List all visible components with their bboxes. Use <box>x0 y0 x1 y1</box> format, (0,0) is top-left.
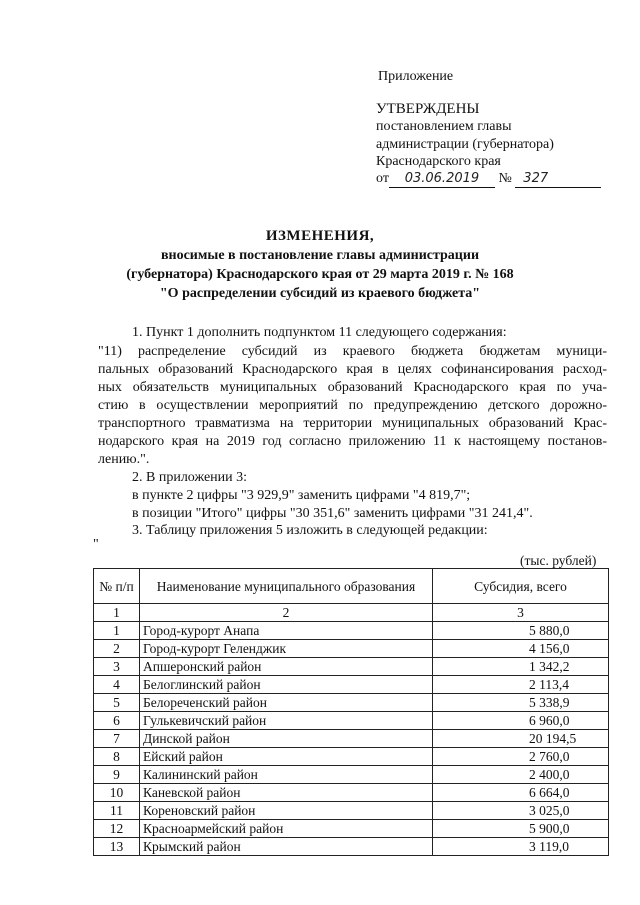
row-value: 5 900,0 <box>433 820 609 838</box>
row-num: 9 <box>94 766 140 784</box>
handwritten-number: 327 <box>515 170 601 188</box>
appendix-label: Приложение <box>378 69 454 84</box>
row-name: Город-курорт Геленджик <box>140 640 433 658</box>
row-value: 3 025,0 <box>433 802 609 820</box>
approved-label: УТВЕРЖДЕНЫ <box>376 101 480 117</box>
paragraph-2-line-1: "11) распределение субсидий из краевого бюджета бюджетам муници- <box>98 344 607 359</box>
row-num: 12 <box>94 820 140 838</box>
row-name: Гулькевичский район <box>140 712 433 730</box>
handwritten-date: 03.06.2019 <box>389 170 495 188</box>
paragraph-2-line-6: нодарского края на 2019 год согласно приложению 11 к настоящему постанов- <box>98 434 607 449</box>
paragraph-6: 3. Таблицу приложения 5 изложить в следующей редакции: <box>132 523 488 538</box>
row-value: 2 400,0 <box>433 766 609 784</box>
row-name: Кореновский район <box>140 802 433 820</box>
row-num: 5 <box>94 694 140 712</box>
row-num: 6 <box>94 712 140 730</box>
row-value: 6 960,0 <box>433 712 609 730</box>
row-num: 1 <box>94 622 140 640</box>
row-value: 5 338,9 <box>433 694 609 712</box>
row-num: 10 <box>94 784 140 802</box>
opening-quote: " <box>93 537 99 552</box>
unit-label: (тыс. рублей) <box>520 553 597 568</box>
row-name: Белореченский район <box>140 694 433 712</box>
header-num: № п/п <box>94 569 140 604</box>
row-num: 13 <box>94 838 140 856</box>
approved-line-2: администрации (губернатора) <box>376 137 554 152</box>
paragraph-4: в пункте 2 цифры "3 929,9" заменить цифрами "4 819,7"; <box>132 488 471 503</box>
row-num: 4 <box>94 676 140 694</box>
doc-title: ИЗМЕНЕНИЯ, <box>265 228 375 244</box>
paragraph-2-line-4: стию в осуществлении мероприятий по предупреждению детского дорожно- <box>98 398 607 413</box>
header-value: Субсидия, всего <box>433 569 609 604</box>
row-name: Белоглинский район <box>140 676 433 694</box>
from-label: от <box>376 171 389 186</box>
date-number-line <box>376 170 601 188</box>
row-name: Ейский район <box>140 748 433 766</box>
row-num: 7 <box>94 730 140 748</box>
row-num: 2 <box>94 640 140 658</box>
table-colnum-row <box>94 604 609 622</box>
row-value: 2 113,4 <box>433 676 609 694</box>
row-value: 20 194,5 <box>433 730 609 748</box>
paragraph-2-line-3: ных обязательств муниципальных образований Краснодарского края по уча- <box>98 380 607 395</box>
approved-line-1: постановлением главы <box>376 119 512 134</box>
row-value: 6 664,0 <box>433 784 609 802</box>
row-value: 5 880,0 <box>433 622 609 640</box>
paragraph-2-line-7: лению.". <box>98 452 150 467</box>
row-num: 8 <box>94 748 140 766</box>
paragraph-2-line-5: транспортного травматизма на территории муниципальных образований Крас- <box>98 416 607 431</box>
table-row <box>94 622 609 640</box>
row-value: 1 342,2 <box>433 658 609 676</box>
row-num: 3 <box>94 658 140 676</box>
table-row <box>94 784 609 802</box>
row-num: 11 <box>94 802 140 820</box>
colnum-2: 2 <box>140 604 433 622</box>
doc-subtitle-1: вносимые в постановление главы администрации <box>160 248 480 263</box>
table-row <box>94 838 609 856</box>
paragraph-5: в позиции "Итого" цифры "30 351,6" заменить цифрами "31 241,4". <box>132 506 533 521</box>
table-row <box>94 640 609 658</box>
row-name: Калининский район <box>140 766 433 784</box>
table-row <box>94 676 609 694</box>
paragraph-2-line-2: пальных образований Краснодарского края в целях софинансирования расход- <box>98 362 607 377</box>
row-name: Красноармейский район <box>140 820 433 838</box>
table-row <box>94 820 609 838</box>
paragraph-3: 2. В приложении 3: <box>132 470 248 485</box>
row-value: 4 156,0 <box>433 640 609 658</box>
row-name: Динской район <box>140 730 433 748</box>
table-row <box>94 712 609 730</box>
table-row <box>94 748 609 766</box>
colnum-3: 3 <box>433 604 609 622</box>
table-row <box>94 694 609 712</box>
approved-line-3: Краснодарского края <box>376 154 501 169</box>
table-row <box>94 658 609 676</box>
row-value: 2 760,0 <box>433 748 609 766</box>
table-row <box>94 730 609 748</box>
table-header-row <box>94 569 609 604</box>
subsidy-table <box>93 568 609 856</box>
header-name: Наименование муниципального образования <box>140 569 433 604</box>
table-row <box>94 802 609 820</box>
row-name: Апшеронский район <box>140 658 433 676</box>
colnum-1: 1 <box>94 604 140 622</box>
number-label: № <box>498 171 512 186</box>
paragraph-1: 1. Пункт 1 дополнить подпунктом 11 следующего содержания: <box>132 325 507 340</box>
row-value: 3 119,0 <box>433 838 609 856</box>
row-name: Город-курорт Анапа <box>140 622 433 640</box>
row-name: Крымский район <box>140 838 433 856</box>
doc-subtitle-3: "О распределении субсидий из краевого бюджета" <box>159 286 481 301</box>
row-name: Каневской район <box>140 784 433 802</box>
table-row <box>94 766 609 784</box>
doc-subtitle-2: (губернатора) Краснодарского края от 29 марта 2019 г. № 168 <box>126 267 514 282</box>
